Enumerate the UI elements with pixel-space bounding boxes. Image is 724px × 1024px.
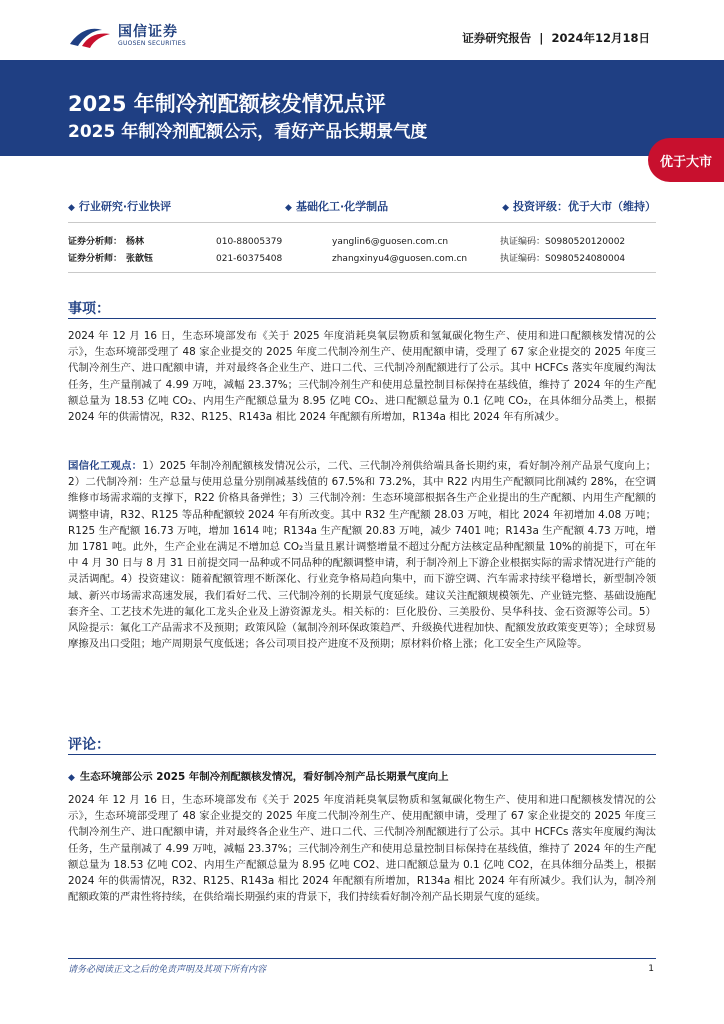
section-title-comment: 评论： xyxy=(68,737,110,753)
report-meta xyxy=(462,30,650,46)
page-number: 1 xyxy=(648,964,654,974)
logo-name-cn: 国信证券 xyxy=(118,24,178,40)
comment-bullet-text: 生态环境部公示 2025 年制冷剂配额核发情况，看好制冷剂产品长期景气度向上 xyxy=(79,771,449,783)
tag-sector xyxy=(285,198,388,214)
section-rule xyxy=(68,754,656,755)
analyst-email[interactable]: yanglin6@guosen.com.cn xyxy=(332,237,449,247)
tag-industry-research xyxy=(68,198,171,214)
brand-logo xyxy=(68,22,186,50)
comment-bullet xyxy=(68,768,449,783)
analyst-email[interactable]: zhangxinyu4@guosen.com.cn xyxy=(332,254,468,264)
diamond-icon: ◆ xyxy=(68,203,75,213)
tag-label: 行业研究·行业快评 xyxy=(78,200,172,213)
view-body: 1）2025 年制冷剂配额核发情况公示，二代、三代制冷剂供给端具备长期约束，看好制冷剂产品景气度向上；2）二代制冷剂：生产总量与使用总量分别削减基线值的 67.5%和 73.2%，其中 R22 内用生产配额同比削减约 28%，在空调维修市场需求端的支撑下，R22 价格具备弹性；3）三代制冷剂：生态环境部根据各生产企业提出的生产配额、内用生产配额的调整申请，R32、R125 等品种配额较 2024 年有所改变。其中 R32 生产配额 28.03 万吨，相比 2024 年初增加 4.08 万吨；R125 生产配额 16.73 万吨，增加 1614 吨；R134a 生产配额 20.83 万吨，减少 7401 吨；R143a 生产配额 4.73 万吨，增加 1781 吨。此外，生产企业在满足不增加总 CO₂当量且累计调整增量不超过分配方法核定品种配额量 10%的前提下，可在年中 4 月 30 日与 8 月 31 日前提交同一品种或不同品种的配额调整申请，利于制冷剂上下游企业根据实际的需求情况进行产能的灵活调配。4）投资建议：随着配额管理不断深化、行业竞争格局趋向集中，而下游空调、汽车需求持续平稳增长，新型制冷领域、新兴市场需求高速发展，我们看好二代、三代制冷剂的长期景气度延续。建议关注配额规模领先、产业链完整、基础设施配套齐全、工艺技术先进的氟化工龙头企业及上游资源龙头。相关标的：巨化股份、三美股份、昊华科技、金石资源等公司。5）风险提示：氟化工产品需求不及预期；政策风险（氟制冷剂环保政策趋严、升级换代进程加快、配额发放政策变更等）；全球贸易摩擦及出口受阻；地产周期景气度低迷；各公司项目投产进度不及预期；原材料价格上涨；化工安全生产风险等。 xyxy=(68,460,656,651)
logo-mark-icon xyxy=(68,22,112,50)
tag-label: 投资评级：优于大市（维持） xyxy=(512,200,656,213)
divider xyxy=(68,222,656,223)
footer-rule xyxy=(68,958,656,959)
rating-badge: 优于大市 xyxy=(648,138,724,182)
view-paragraph xyxy=(68,458,656,652)
tag-bar xyxy=(68,198,656,214)
diamond-icon: ◆ xyxy=(68,773,75,783)
tag-rating xyxy=(502,198,656,214)
title-banner xyxy=(0,60,724,170)
analyst-role: 证券分析师： xyxy=(68,254,123,264)
view-lead: 国信化工观点： xyxy=(68,460,143,472)
footer-disclaimer: 请务必阅读正文之后的免责声明及其项下所有内容 xyxy=(68,965,267,975)
section-rule xyxy=(68,318,656,319)
analyst-phone: 010-88005379 xyxy=(216,237,283,247)
analyst-cert: 执证编码：S0980524080004 xyxy=(500,254,626,264)
header-separator: | xyxy=(535,31,552,45)
report-title: 2025 年制冷剂配额核发情况点评 xyxy=(68,92,386,116)
analyst-name: 杨林 xyxy=(126,237,145,247)
tag-label: 基础化工·化学制品 xyxy=(295,200,389,213)
logo-name-en: GUOSEN SECURITIES xyxy=(118,40,187,47)
report-subtitle: 2025 年制冷剂配额公示，看好产品长期景气度 xyxy=(68,122,428,142)
analyst-phone: 021-60375408 xyxy=(216,254,283,264)
report-type: 证券研究报告 xyxy=(462,31,532,45)
events-paragraph: 2024 年 12 月 16 日，生态环境部发布《关于 2025 年度消耗臭氧层物质和氢氟碳化物生产、使用和进口配额核发情况的公示》，生态环境部受理了 48 家企业提交的 2025 年度二代制冷剂生产、使用配额申请，受理了 67 家企业提交的 2025 年度三代制冷剂生产、进口配额申请，并对最终各企业生产、进口二代、三代制冷剂配额进行了公示。其中 HCFCs 落实年度履约淘汰任务，生产量削减了 4.99 万吨，减幅 23.37%；三代制冷剂生产和使用总量控制目标保持在基线值，维持了 2024 年的生产配额总量为 18.53 亿吨 CO₂、内用生产配额总量为 8.95 亿吨 CO₂、进口配额总量为 0.1 亿吨 CO₂，在具体细分品类上，根据 2024 年的供需情况，R32、R125、R143a 相比 2024 年配额有所增加，R134a 相比 2024 年有所减少。 xyxy=(68,330,656,424)
analyst-cert: 执证编码：S0980520120002 xyxy=(500,237,626,247)
report-date: 2024年12月18日 xyxy=(551,31,650,45)
analyst-role: 证券分析师： xyxy=(68,237,123,247)
comment-paragraph: 2024 年 12 月 16 日，生态环境部发布《关于 2025 年度消耗臭氧层物质和氢氟碳化物生产、使用和进口配额核发情况的公示》，生态环境部受理了 48 家企业提交的 2025 年度二代制冷剂生产、使用配额申请，受理了 67 家企业提交的 2025 年度三代制冷剂生产、进口配额申请，并对最终各企业生产、进口二代、三代制冷剂配额进行了公示。其中 HCFCs 落实年度履约淘汰任务，生产量削减了 4.99 万吨，减幅 23.37%；三代制冷剂生产和使用总量控制目标保持在基线值，维持了 2024 年的生产配额总量为 18.53 亿吨 CO2、内用生产配额总量为 8.95 亿吨 CO2、进口配额总量为 0.1 亿吨 CO2，在具体细分品类上，根据 2024 年的供需情况，R32、R125、R143a 相比 2024 年配额有所增加，R134a 相比 2024 年有所减少。我们认为，制冷剂配额政策的严肃性将持续，在供给端长期强约束的背景下，我们持续看好制冷剂产品长期景气度的延续。 xyxy=(68,794,656,904)
diamond-icon: ◆ xyxy=(502,203,509,213)
analyst-name: 张歆钰 xyxy=(126,254,154,264)
diamond-icon: ◆ xyxy=(285,203,292,213)
divider xyxy=(68,272,656,273)
section-title-events: 事项： xyxy=(68,301,110,317)
